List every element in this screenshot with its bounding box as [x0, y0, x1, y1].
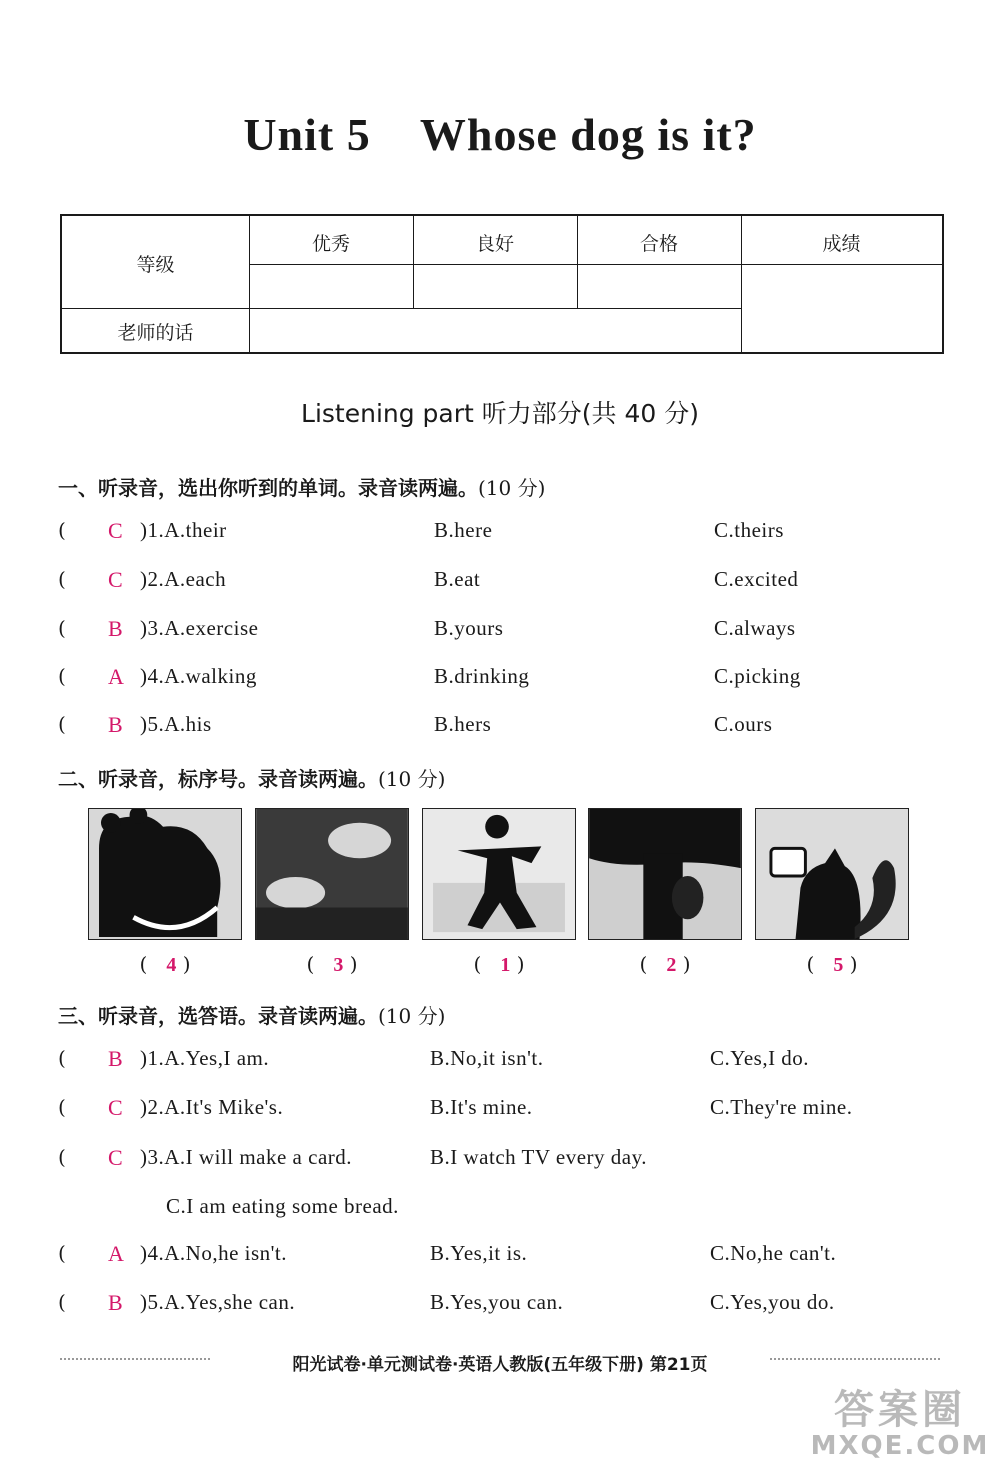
bracket-open: (: [58, 1241, 66, 1265]
bracket-open: (: [58, 1046, 66, 1070]
option-c: C.Yes,you do.: [710, 1290, 835, 1314]
option-a: )3.A.I will make a card.: [140, 1145, 353, 1169]
option-b: B.hers: [434, 712, 492, 736]
option-a: )5.A.his: [140, 712, 212, 736]
pass-label: 合格: [639, 233, 678, 255]
answer-mark: A: [108, 1241, 124, 1266]
option-c: C.No,he can't.: [710, 1241, 837, 1265]
answer-mark: B: [108, 1290, 123, 1315]
option-c: C.Yes,I do.: [710, 1046, 810, 1070]
bracket-open: (: [58, 664, 66, 688]
option-b: B.No,it isn't.: [430, 1046, 544, 1070]
bracket-open: (: [58, 567, 66, 591]
section3-instruction: 三、听录音，选答语。录音读两遍。: [58, 1004, 378, 1028]
option-c: C.picking: [714, 664, 801, 688]
squirrel-drinking-icon: [755, 808, 909, 940]
option-c: C.ours: [714, 712, 773, 736]
option-b: B.eat: [434, 567, 481, 591]
grade-table: [60, 214, 944, 354]
watermark-url: MXQE.COM: [810, 1431, 990, 1461]
answer-mark: C: [108, 518, 123, 543]
option-a: )4.A.walking: [140, 664, 257, 688]
page-footer: 阳光试卷·单元测试卷·英语人教版(五年级下册) 第21页: [292, 1355, 708, 1375]
option-c: C.I am eating some bread.: [166, 1194, 399, 1218]
option-b: B.Yes,it is.: [430, 1241, 528, 1265]
option-a: )2.A.It's Mike's.: [140, 1095, 284, 1119]
listening-part-title: Listening part 听力部分(共 40 分): [301, 399, 699, 428]
picture-number: ( 3 ): [306, 952, 358, 976]
picture-number: ( 2 ): [639, 952, 691, 976]
option-b: B.here: [434, 518, 493, 542]
picture-number: ( 5 ): [806, 952, 858, 976]
option-c: C.excited: [714, 567, 799, 591]
section1-points: (10 分): [478, 476, 546, 500]
option-a: )5.A.Yes,she can.: [140, 1290, 296, 1314]
bracket-open: (: [58, 616, 66, 640]
watermark-logo: [810, 1378, 990, 1468]
picture-number: ( 1 ): [473, 952, 525, 976]
option-c: C.theirs: [714, 518, 784, 542]
good-label: 良好: [475, 233, 514, 255]
bracket-open: (: [58, 1290, 66, 1314]
section1-heading: [58, 472, 545, 501]
section1-instruction: 一、听录音，选出你听到的单词。录音读两遍。: [58, 476, 478, 500]
section3-points: (10 分): [378, 1004, 446, 1028]
option-b: B.yours: [434, 616, 504, 640]
option-c: C.They're mine.: [710, 1095, 853, 1119]
option-b: B.I watch TV every day.: [430, 1145, 647, 1169]
answer-mark: B: [108, 616, 123, 641]
bear-eating-icon: [88, 808, 242, 940]
bracket-open: (: [58, 1145, 66, 1169]
option-a: )1.A.their: [140, 518, 227, 542]
answer-mark: B: [108, 1046, 123, 1071]
section2-instruction: 二、听录音，标序号。录音读两遍。: [58, 767, 378, 791]
boy-jumping-icon: [422, 808, 576, 940]
option-b: B.It's mine.: [430, 1095, 533, 1119]
option-a: )1.A.Yes,I am.: [140, 1046, 270, 1070]
plates-icon: [255, 808, 409, 940]
answer-mark: C: [108, 567, 123, 592]
section2-heading: [58, 763, 445, 792]
answer-mark: A: [108, 664, 124, 689]
answer-mark: C: [108, 1095, 123, 1120]
bracket-open: (: [58, 518, 66, 542]
watermark-text: 答案圈: [834, 1387, 966, 1433]
option-b: B.Yes,you can.: [430, 1290, 564, 1314]
option-c: C.always: [714, 616, 796, 640]
teacher-comment-label: 老师的话: [117, 322, 194, 344]
level-label: 等级: [136, 254, 175, 276]
page-title: Unit 5 Whose dog is it?: [243, 109, 757, 160]
section3-heading: [58, 1000, 445, 1029]
bracket-open: (: [58, 712, 66, 736]
score-label: 成绩: [822, 233, 861, 255]
excellent-label: 优秀: [311, 233, 350, 255]
option-a: )2.A.each: [140, 567, 227, 591]
section2-points: (10 分): [378, 767, 446, 791]
cat-climbing-tree-icon: [588, 808, 742, 940]
option-a: )4.A.No,he isn't.: [140, 1241, 288, 1265]
answer-mark: B: [108, 712, 123, 737]
option-b: B.drinking: [434, 664, 530, 688]
bracket-open: (: [58, 1095, 66, 1119]
option-a: )3.A.exercise: [140, 616, 259, 640]
picture-number: ( 4 ): [139, 952, 191, 976]
answer-mark: C: [108, 1145, 123, 1170]
